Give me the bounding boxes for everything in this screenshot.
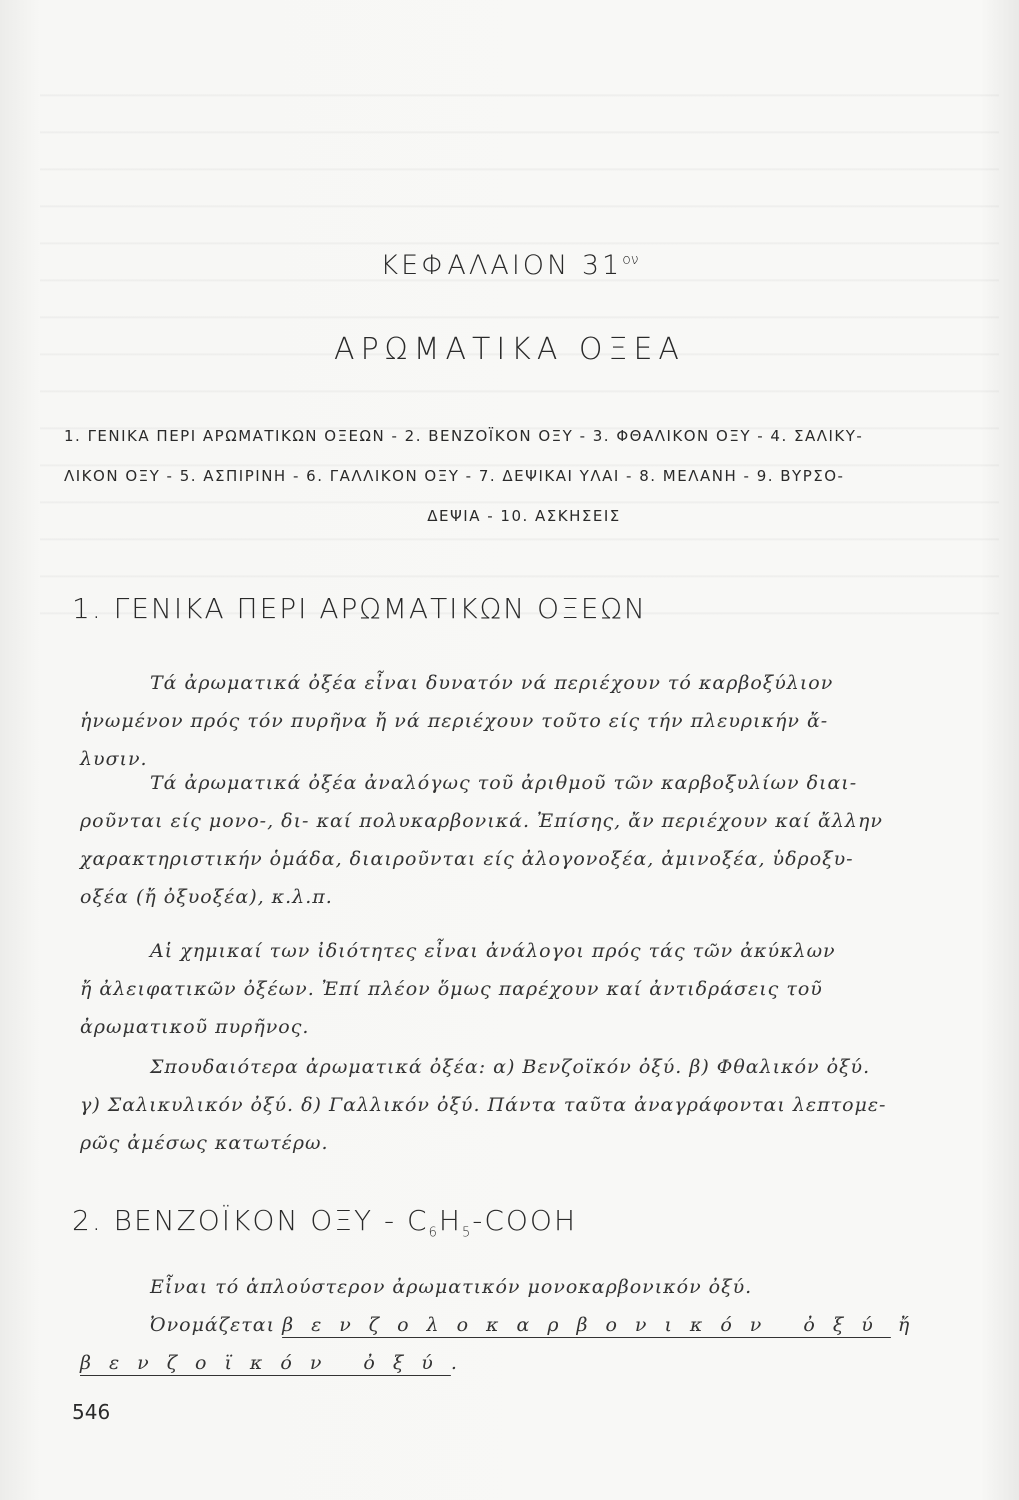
contents-line: 1. ΓΕΝΙΚΑ ΠΕΡΙ ΑΡΩΜΑΤΙΚΩΝ ΟΞΕΩΝ - 2. ΒΕΝΖΟΪΚΟΝ ΟΞΥ - 3. ΦΘΑΛΙΚΟΝ ΟΞΥ - 4. ΣΑΛΙΚΥ- (64, 427, 864, 445)
underlined-term: βενζοϊκόν ὀξύ (80, 1352, 451, 1374)
text-line: Εἶναι τό ἁπλούστερον ἀρωματικόν μονοκαρβονικόν ὀξύ. (150, 1276, 753, 1298)
chapter-suffix: ον (622, 252, 639, 268)
paragraph-2 (80, 764, 1000, 916)
formula-mid: H (438, 1204, 462, 1237)
heading-suffix: -COOH (472, 1204, 578, 1237)
section-1-heading: 1. ΓΕΝΙΚΑ ΠΕΡΙ ΑΡΩΜΑΤΙΚΩΝ ΟΞΕΩΝ (72, 592, 647, 625)
text-line: οξέα (ἤ ὀξυοξέα), κ.λ.π. (80, 886, 333, 908)
text-line: γ) Σαλικυλικόν ὀξύ. δ) Γαλλικόν ὀξύ. Πάντα ταῦτα ἀναγράφονται λεπτομε- (80, 1094, 887, 1116)
paragraph-3 (80, 932, 1000, 1046)
underlined-term: βενζολοκαρβονικόν ὀξύ (282, 1314, 891, 1336)
contents-summary (64, 416, 984, 536)
text-fragment: Ὀνομάζεται (150, 1314, 276, 1336)
page-title: ΑΡΩΜΑΤΙΚΑ ΟΞΕΑ (334, 332, 685, 367)
chapter-label: ΚΕΦΑΛΑΙΟΝ 31 (380, 250, 623, 281)
text-line: ἡνωμένον πρός τόν πυρῆνα ἤ νά περιέχουν τοῦτο είς τήν πλευρικήν ἄ- (80, 710, 829, 732)
paragraph-5 (80, 1268, 1000, 1382)
text-fragment: ἤ (897, 1314, 911, 1336)
text-fragment: . (450, 1352, 458, 1374)
text-line: Τά ἀρωματικά ὀξέα εἶναι δυνατόν νά περιέχουν τό καρβοξύλιον (150, 672, 834, 694)
text-line: ἀρωματικοῦ πυρῆνος. (80, 1016, 310, 1038)
text-line: Αἱ χημικαί των ἰδιότητες εἶναι ἀνάλογοι πρός τάς τῶν ἀκύκλων (150, 940, 836, 962)
formula-subscript: 5 (461, 1225, 473, 1241)
text-line: λυσιν. (80, 748, 148, 770)
page-number: 546 (72, 1400, 111, 1424)
paragraph-1 (80, 664, 1000, 778)
section-2-heading (72, 1204, 577, 1241)
text-line: ρῶς ἀμέσως κατωτέρω. (80, 1132, 329, 1154)
formula-subscript: 6 (428, 1225, 439, 1241)
text-line: ροῦνται είς μονο-, δι- καί πολυκαρβονικά. Ἐπίσης, ἄν περιέχουν καί ἄλλην (80, 810, 883, 832)
contents-line: ΛΙΚΟΝ ΟΞΥ - 5. ΑΣΠΙΡΙΝΗ - 6. ΓΑΛΛΙΚΟΝ ΟΞΥ - 7. ΔΕΨΙΚΑΙ ΥΛΑΙ - 8. ΜΕΛΑΝΗ - 9. ΒΥΡΣΟ- (64, 467, 845, 485)
text-line: Σπουδαιότερα ἀρωματικά ὀξέα: α) Βενζοϊκόν ὀξύ. β) Φθαλικόν ὀξύ. (150, 1056, 871, 1078)
text-line (80, 1344, 1000, 1382)
heading-prefix: 2. ΒΕΝΖΟΪΚΟΝ ΟΞΥ - C (72, 1204, 429, 1237)
paragraph-4 (80, 1048, 1000, 1162)
text-line: ἤ ἀλειφατικῶν ὀξέων. Ἐπί πλέον ὅμως παρέχουν καί ἀντιδράσεις τοῦ (80, 978, 823, 1000)
text-line: Τά ἀρωματικά ὀξέα ἀναλόγως τοῦ ἀριθμοῦ τῶν καρβοξυλίων διαι- (150, 772, 858, 794)
text-line (80, 1306, 1000, 1344)
contents-line: ΔΕΨΙΑ - 10. ΑΣΚΗΣΕΙΣ (427, 507, 621, 525)
text-line: χαρακτηριστικήν ὁμάδα, διαιροῦνται είς ἀλογονοξέα, ἀμινοξέα, ὑδροξυ- (80, 848, 854, 870)
chapter-heading (0, 250, 1019, 281)
